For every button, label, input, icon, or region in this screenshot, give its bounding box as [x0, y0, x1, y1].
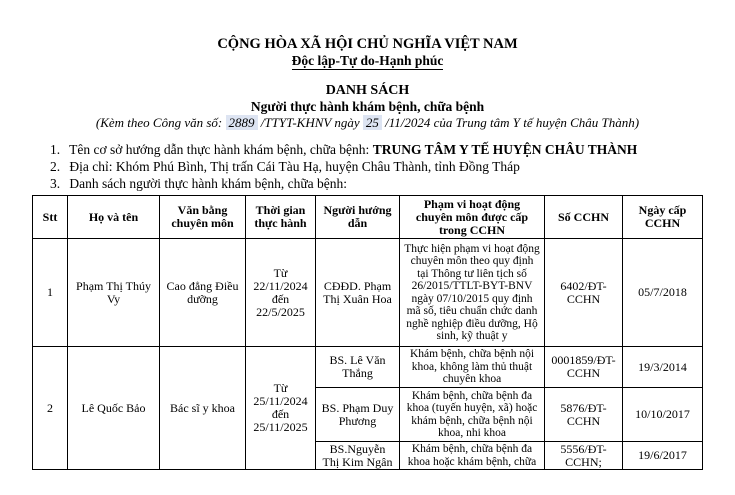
table-header-row [33, 196, 703, 239]
cell-mentor: BS.Nguyễn Thị Kim Ngân [316, 442, 400, 470]
cell-scope: Khám bệnh, chữa bệnh nội khoa, không làm thủ thuật chuyên khoa [400, 347, 545, 388]
ref-number[interactable]: 2889 [226, 115, 258, 130]
cell-name: Phạm Thị Thúy Vy [68, 239, 160, 347]
reference-line [0, 115, 735, 131]
ref-suffix: /11/2024 của Trung tâm Y tế huyện Châu Thành) [385, 115, 640, 130]
ref-mid: /TTYT-KHNV ngày [260, 115, 360, 130]
info-number: 1. [50, 142, 61, 157]
info-item-address [50, 159, 520, 175]
info-number: 3. [50, 176, 61, 191]
practitioner-table [32, 195, 703, 470]
facility-name: TRUNG TÂM Y TẾ HUYỆN CHÂU THÀNH [372, 142, 638, 157]
info-item-facility [50, 142, 637, 158]
info-label: Địa chỉ: Khóm Phú Bình, Thị trấn Cái Tàu Hạ, huyện Châu Thành, tỉnh Đồng Tháp [69, 159, 520, 174]
cell-date: 19/6/2017 [623, 442, 703, 470]
header-scope: Phạm vi hoạt động chuyên môn được cấp trong CCHN [400, 196, 545, 239]
cell-degree: Bác sĩ y khoa [160, 347, 246, 470]
ref-prefix: (Kèm theo Công văn số: [95, 115, 223, 130]
info-label: Tên cơ sở hướng dẫn thực hành khám bệnh, chữa bệnh: [69, 142, 370, 157]
cell-scope: Khám bệnh, chữa bệnh đa khoa hoặc khám bệnh, chữa [400, 442, 545, 470]
cell-degree: Cao đẳng Điều dưỡng [160, 239, 246, 347]
table-row [33, 347, 703, 388]
cell-cchn: 0001859/ĐT-CCHN [545, 347, 623, 388]
cell-time: Từ 25/11/2024 đến 25/11/2025 [246, 347, 316, 470]
cell-cchn: 5556/ĐT-CCHN; [545, 442, 623, 470]
info-item-list [50, 176, 347, 192]
cell-scope: Khám bệnh, chữa bệnh đa khoa (tuyến huyện, xã) hoặc khám bệnh, chữa bệnh nội khoa, nhi khoa [400, 388, 545, 442]
motto-text: Độc lập-Tự do-Hạnh phúc [291, 53, 444, 68]
cell-stt: 1 [33, 239, 68, 347]
header-degree: Văn bằng chuyên môn [160, 196, 246, 239]
table-row [33, 239, 703, 347]
cell-time: Từ 22/11/2024 đến 22/5/2025 [246, 239, 316, 347]
header-stt: Stt [33, 196, 68, 239]
cell-mentor: BS. Lê Văn Thắng [316, 347, 400, 388]
document-subtitle: Người thực hành khám bệnh, chữa bệnh [250, 99, 485, 114]
cell-name: Lê Quốc Bảo [68, 347, 160, 470]
cell-scope: Thực hiện phạm vi hoạt động chuyên môn theo quy định tại Thông tư liên tịch số 26/2015/TTLT-BYT-BNV ngày 07/10/2015 quy định mã số, tiêu chuẩn chức danh nghề nghiệp điều dưỡng, Hộ sinh, kỹ thuật y [400, 239, 545, 347]
cell-cchn: 6402/ĐT-CCHN [545, 239, 623, 347]
cell-mentor: CĐĐD. Phạm Thị Xuân Hoa [316, 239, 400, 347]
ref-day[interactable]: 25 [363, 115, 382, 130]
header-name: Họ và tên [68, 196, 160, 239]
cell-date: 19/3/2014 [623, 347, 703, 388]
cell-cchn: 5876/ĐT-CCHN [545, 388, 623, 442]
cell-stt: 2 [33, 347, 68, 470]
header-mentor: Người hướng dẫn [316, 196, 400, 239]
info-number: 2. [50, 159, 61, 174]
header-cchn: Số CCHN [545, 196, 623, 239]
header-date: Ngày cấp CCHN [623, 196, 703, 239]
nation-heading: CỘNG HÒA XÃ HỘI CHỦ NGHĨA VIỆT NAM [217, 36, 518, 52]
document-title: DANH SÁCH [325, 83, 410, 98]
motto-heading [0, 53, 735, 69]
cell-mentor: BS. Phạm Duy Phương [316, 388, 400, 442]
cell-date: 05/7/2018 [623, 239, 703, 347]
info-label: Danh sách người thực hành khám bệnh, chữa bệnh: [69, 176, 348, 191]
cell-date: 10/10/2017 [623, 388, 703, 442]
header-time: Thời gian thực hành [246, 196, 316, 239]
